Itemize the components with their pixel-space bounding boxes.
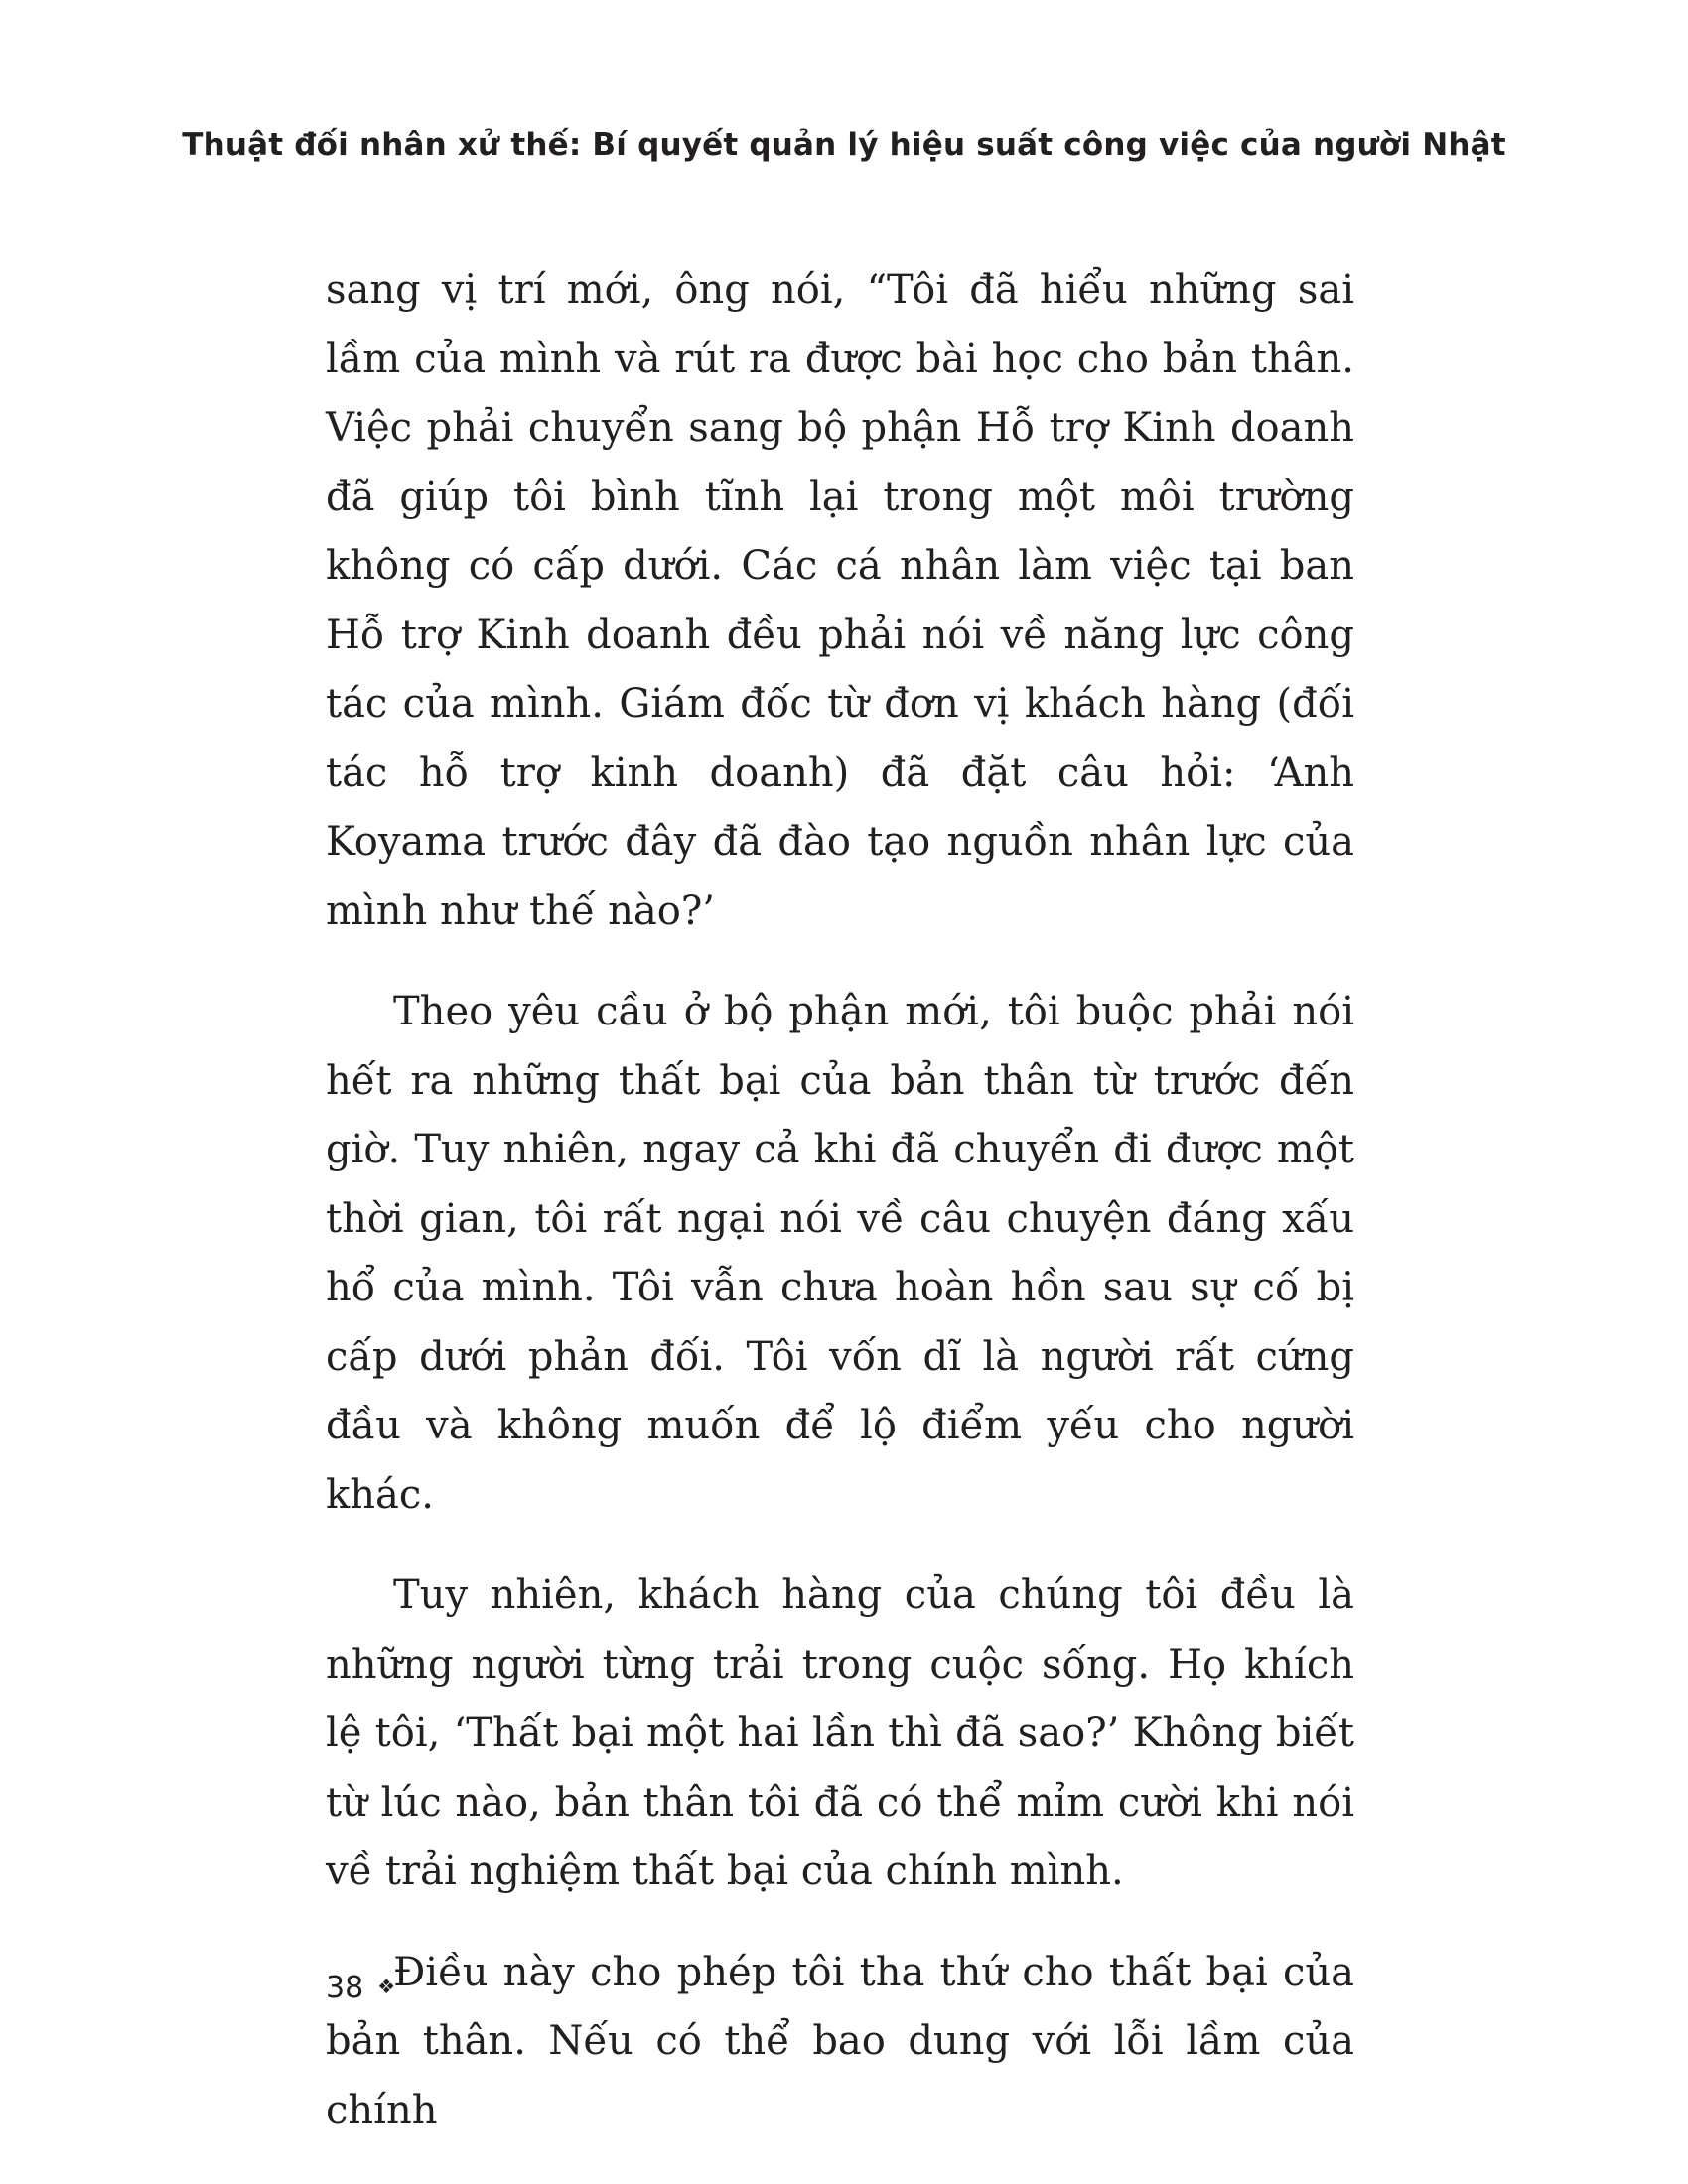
body-text xyxy=(326,256,1354,2145)
diamond-ornament-icon: ❖ xyxy=(377,1974,396,1998)
paragraph: Theo yêu cầu ở bộ phận mới, tôi buộc phải nói hết ra những thất bại của bản thân từ trước đến giờ. Tuy nhiên, ngay cả khi đã chuyển đi được một thời gian, tôi rất ngại nói về câu chuyện đáng xấu hổ của mình. Tôi vẫn chưa hoàn hồn sau sự cố bị cấp dưới phản đối. Tôi vốn dĩ là người rất cứng đầu và không muốn để lộ điểm yếu cho người khác. xyxy=(326,989,1354,1518)
page-number: 38 xyxy=(326,1971,364,2005)
paragraph-continued: sang vị trí mới, ông nói, “Tôi đã hiểu những sai lầm của mình và rút ra được bài học cho bản thân. Việc phải chuyển sang bộ phận Hỗ trợ Kinh doanh đã giúp tôi bình tĩnh lại trong một môi trường không có cấp dưới. Các cá nhân làm việc tại ban Hỗ trợ Kinh doanh đều phải nói về năng lực công tác của mình. Giám đốc từ đơn vị khách hàng (đối tác hỗ trợ kinh doanh) đã đặt câu hỏi: ‘Anh Koyama trước đây đã đào tạo nguồn nhân lực của mình như thế nào?’ xyxy=(326,267,1354,934)
paragraph: Điều này cho phép tôi tha thứ cho thất bại của bản thân. Nếu có thể bao dung với lỗi lầm của chính xyxy=(326,1949,1354,2133)
paragraph: Tuy nhiên, khách hàng của chúng tôi đều là những người từng trải trong cuộc sống. Họ khích lệ tôi, ‘Thất bại một hai lần thì đã sao?’ Không biết từ lúc nào, bản thân tôi đã có thể mỉm cười khi nói về trải nghiệm thất bại của chính mình. xyxy=(326,1572,1354,1894)
page-footer xyxy=(326,1971,395,2005)
running-head-title: Thuật đối nhân xử thế: Bí quyết quản lý hiệu suất công việc của người Nhật xyxy=(182,127,1506,163)
